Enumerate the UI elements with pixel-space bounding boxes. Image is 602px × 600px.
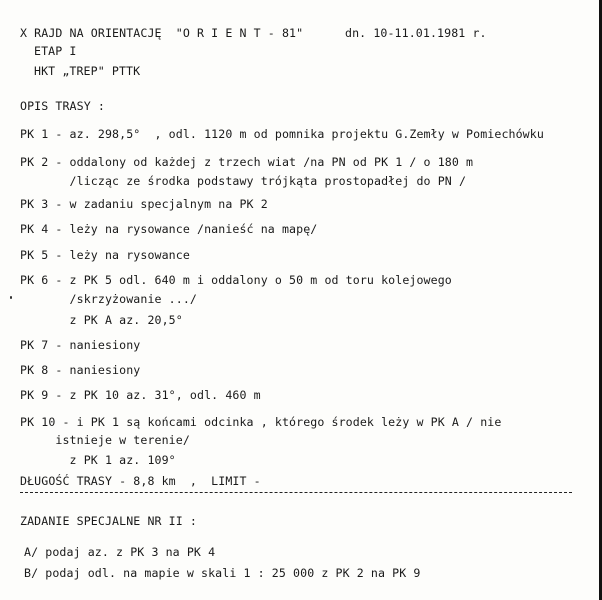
- route-item-pk7: PK 7 - naniesiony: [20, 338, 141, 352]
- special-task-line-a: A/ podaj az. z PK 3 na PK 4: [24, 545, 216, 559]
- dashed-separator: [20, 492, 572, 493]
- route-item-pk9: PK 9 - z PK 10 az. 31°, odl. 460 m: [20, 388, 261, 402]
- rally-dates: dn. 10-11.01.1981 r.: [345, 26, 487, 40]
- route-item-pk10-cont2: z PK 1 az. 109°: [20, 453, 176, 467]
- route-item-pk8: PK 8 - naniesiony: [20, 363, 141, 377]
- rally-stage: ETAP I: [34, 44, 77, 58]
- route-item-pk4: PK 4 - leży na rysowance /nanieść na mapę/: [20, 222, 318, 236]
- route-item-pk10: PK 10 - i PK 1 są końcami odcinka , którego środek leży w PK A / nie: [20, 415, 502, 429]
- route-item-pk1: PK 1 - az. 298,5° , odl. 1120 m od pomnika projektu G.Zemły w Pomiechówku: [20, 127, 544, 141]
- rally-title: X RAJD NA ORIENTACJĘ "O R I E N T - 81": [20, 26, 304, 40]
- route-item-pk6-cont1: /skrzyżowanie .../: [20, 292, 198, 306]
- section-title: OPIS TRASY :: [20, 99, 105, 113]
- route-item-pk2: PK 2 - oddalony od każdej z trzech wiat /na PN od PK 1 / o 180 m: [20, 155, 474, 169]
- special-task-line-b: B/ podaj odl. na mapie w skali 1 : 25 000 z PK 2 na PK 9: [24, 566, 421, 580]
- special-task-title: ZADANIE SPECJALNE NR II :: [20, 514, 198, 528]
- route-length: DŁUGOŚĆ TRASY - 8,8 km , LIMIT -: [20, 474, 261, 488]
- route-item-pk2-cont: /licząc ze środka podstawy trójkąta prostopadłej do PN /: [20, 174, 467, 188]
- route-item-pk5: PK 5 - leży na rysowance: [20, 248, 190, 262]
- route-item-pk6-cont2: z PK A az. 20,5°: [20, 313, 183, 327]
- scan-speck: [10, 296, 12, 299]
- route-item-pk10-cont1: istnieje w terenie/: [20, 433, 190, 447]
- route-item-pk3: PK 3 - w zadaniu specjalnym na PK 2: [20, 197, 268, 211]
- route-item-pk6: PK 6 - z PK 5 odl. 640 m i oddalony o 50 m od toru kolejowego: [20, 273, 452, 287]
- organizer-club: HKT „TREP" PTTK: [34, 64, 141, 78]
